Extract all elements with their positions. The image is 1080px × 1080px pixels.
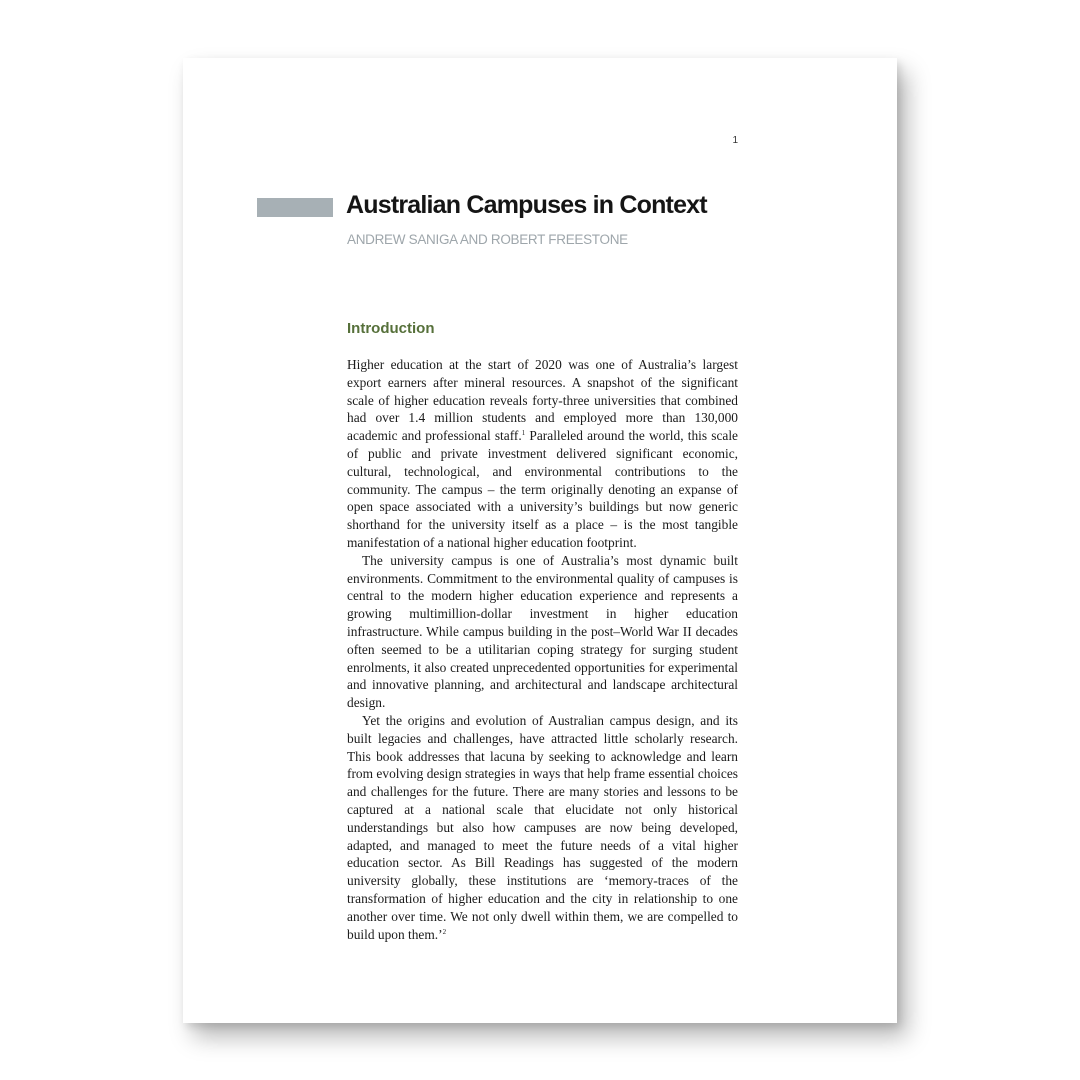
footnote-ref-1[interactable]: 1	[521, 429, 526, 438]
paragraph-2: The university campus is one of Australia’s most dynamic built environments. Commitment to the environmental quality of campuses is central to the modern higher education experience and represents a growing multimillion-dollar investment in higher education infrastructure. While campus building in the post–World War II decades often seemed to be a utilitarian coping strategy for surging student enrolments, it also created unprecedented opportunities for experimental and innovative planning, and architectural and landscape architectural design.	[347, 552, 738, 711]
body-text	[347, 356, 738, 943]
section-heading: Introduction	[347, 320, 435, 337]
paragraph-1-text-cont: Paralleled around the world, this scale of public and private investment delivered significant economic, cultural, technological, and environmental contributions to the community. The campus – the term originally denoting an expanse of open space associated with a university’s buildings but now generic shorthand for the university itself as a place – is the most tangible manifestation of a national higher education footprint.	[347, 428, 738, 550]
footnote-ref-2[interactable]: 2	[442, 927, 447, 936]
page-number: 1	[732, 135, 738, 146]
paragraph-1-text: Higher education at the start of 2020 was one of Australia’s largest export earners after mineral resources. A snapshot of the significant scale of higher education reveals forty-three universities that combined had over 1.4 million students and employed more than 130,000 academic and professional staff.	[347, 357, 738, 444]
paragraph-3	[347, 712, 738, 943]
chapter-title-bar	[257, 198, 333, 217]
paragraph-3-text: Yet the origins and evolution of Australian campus design, and its built legacies and challenges, have attracted little scholarly research. This book addresses that lacuna by seeking to acknowledge and learn from evolving design strategies in ways that help frame essential choices and challenges for the future. There are many stories and lessons to be captured at a national scale that elucidate not only historical understandings but also how campuses are now being developed, adapted, and managed to meet the future needs of a vital higher education sector. As Bill Readings has suggested of the modern university globally, these institutions are ‘memory-traces of the transformation of higher education and the city in relationship to one another over time. We not only dwell within them, we are compelled to build upon them.’	[347, 712, 738, 942]
paragraph-1	[347, 356, 738, 552]
chapter-authors: ANDREW SANIGA AND ROBERT FREESTONE	[347, 232, 628, 247]
chapter-title: Australian Campuses in Context	[346, 191, 707, 219]
